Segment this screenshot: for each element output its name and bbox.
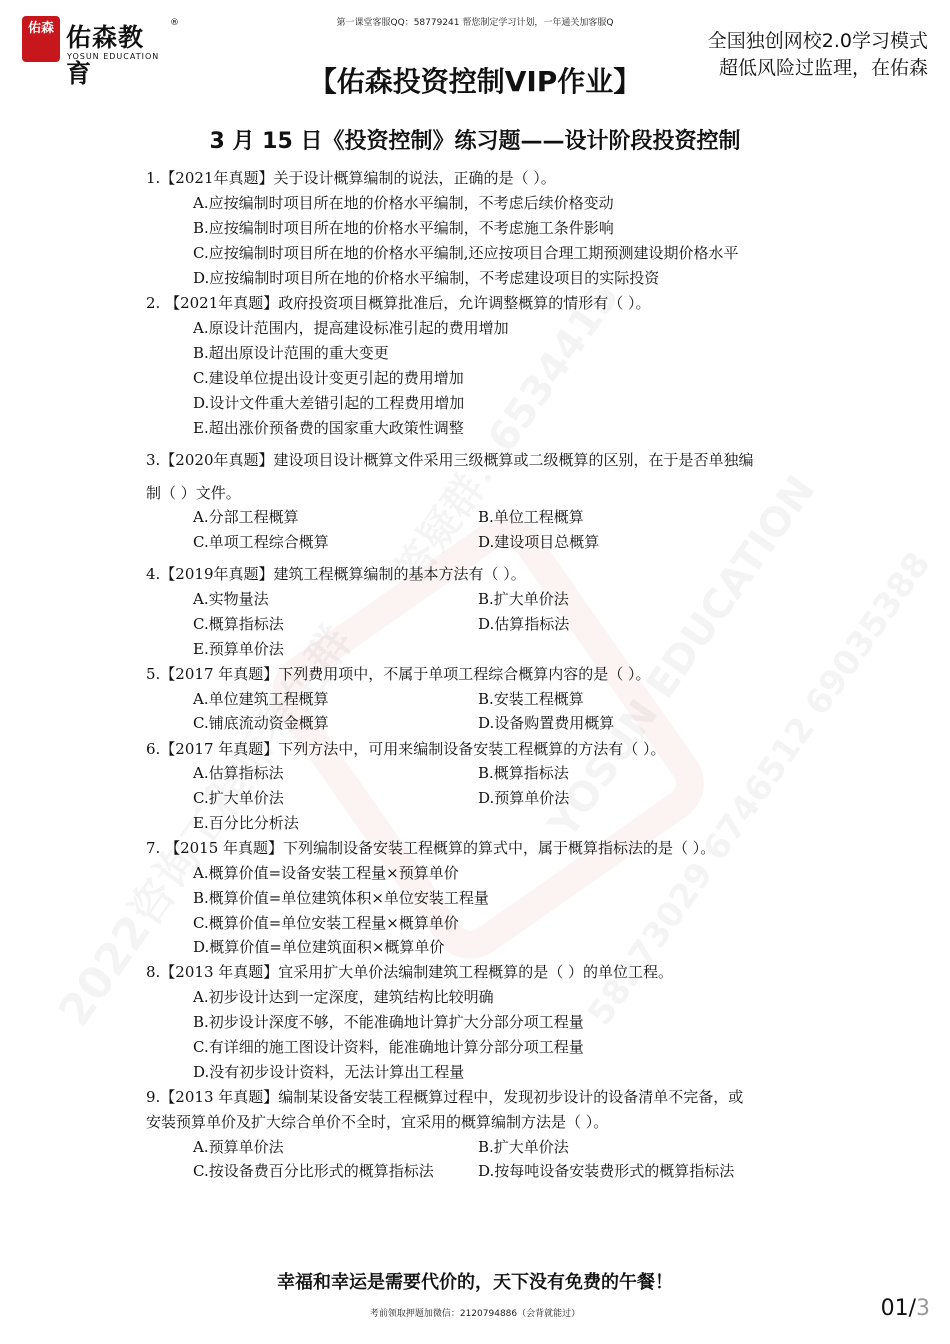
question-2-option-e: E.超出涨价预备费的国家重大政策性调整 bbox=[193, 419, 464, 437]
question-8-option-a: A.初步设计达到一定深度，建筑结构比较明确 bbox=[193, 988, 494, 1006]
question-5-option-a: A.单位建筑工程概算 bbox=[193, 690, 329, 708]
question-4-option-e: E.预算单价法 bbox=[193, 640, 284, 658]
question-4-stem: 4.【2019年真题】建筑工程概算编制的基本方法有（ ）。 bbox=[146, 565, 526, 583]
question-4-option-c: C.概算指标法 bbox=[193, 615, 284, 633]
question-5-option-c: C.铺底流动资金概算 bbox=[193, 714, 329, 732]
question-9-stem-line-2: 安装预算单价及扩大综合单价不全时，宜采用的概算编制方法是（ ）。 bbox=[146, 1113, 609, 1131]
question-9-option-c: C.按设备费百分比形式的概算指标法 bbox=[193, 1162, 434, 1180]
question-7-option-a: A.概算价值=设备安装工程量×预算单价 bbox=[193, 864, 459, 882]
question-3-option-b: B.单位工程概算 bbox=[478, 508, 584, 526]
question-8-option-d: D.没有初步设计资料，无法计算出工程量 bbox=[193, 1063, 465, 1081]
question-6-option-d: D.预算单价法 bbox=[478, 789, 570, 807]
footer-note: 考前领取押题加微信：2120794886（会背就能过） bbox=[369, 1309, 581, 1319]
question-3-option-d: D.建设项目总概算 bbox=[478, 533, 600, 551]
page-current: 01/ bbox=[880, 1296, 916, 1321]
question-2-option-c: C.建设单位提出设计变更引起的费用增加 bbox=[193, 369, 464, 387]
question-4-option-b: B.扩大单价法 bbox=[478, 590, 569, 608]
footer-motto: 幸福和幸运是需要代价的，天下没有免费的午餐！ bbox=[277, 1272, 673, 1293]
slogan-line-1: 全国独创网校2.0学习模式 bbox=[707, 30, 928, 52]
question-6-option-e: E.百分比分析法 bbox=[193, 814, 299, 832]
logo-seal: 佑森 bbox=[22, 16, 60, 62]
question-1-option-b: B.应按编制时项目所在地的价格水平编制，不考虑施工条件影响 bbox=[193, 219, 614, 237]
question-3-option-a: A.分部工程概算 bbox=[193, 508, 299, 526]
question-2-stem: 2. 【2021年真题】政府投资项目概算批准后，允许调整概算的情形有（ ）。 bbox=[146, 294, 651, 312]
question-8-stem: 8.【2013 年真题】宜采用扩大单价法编制建筑工程概算的是（ ）的单位工程。 bbox=[146, 963, 674, 981]
question-1-stem: 1.【2021年真题】关于设计概算编制的说法，正确的是（ ）。 bbox=[146, 169, 556, 187]
question-8-option-b: B.初步设计深度不够，不能准确地计算扩大分部分项工程量 bbox=[193, 1013, 584, 1031]
logo-name: 佑森教育 bbox=[66, 23, 145, 88]
question-9-stem-line-1: 9.【2013 年真题】编制某设备安装工程概算过程中，发现初步设计的设备清单不完备，或 bbox=[146, 1088, 744, 1106]
logo-english: YOSUN EDUCATION bbox=[67, 52, 160, 61]
question-2-option-d: D.设计文件重大差错引起的工程费用增加 bbox=[193, 394, 465, 412]
question-6-option-b: B.概算指标法 bbox=[478, 764, 569, 782]
question-5-option-b: B.安装工程概算 bbox=[478, 690, 584, 708]
slogan-line-2: 超低风险过监理，在佑森 bbox=[718, 57, 928, 79]
question-9-option-a: A.预算单价法 bbox=[193, 1138, 284, 1156]
question-4-option-d: D.估算指标法 bbox=[478, 615, 570, 633]
question-5-option-d: D.设备购置费用概算 bbox=[478, 714, 615, 732]
document-title: 【佑森投资控制VIP作业】 bbox=[308, 65, 642, 98]
question-6-option-c: C.扩大单价法 bbox=[193, 789, 284, 807]
page-total: 3 bbox=[916, 1296, 930, 1321]
question-5-stem: 5.【2017 年真题】下列费用项中，不属于单项工程综合概算内容的是（ ）。 bbox=[146, 665, 651, 683]
question-7-stem: 7. 【2015 年真题】下列编制设备安装工程概算的算式中，属于概算指标法的是（ ）。 bbox=[146, 839, 716, 857]
question-9-option-b: B.扩大单价法 bbox=[478, 1138, 569, 1156]
question-7-option-c: C.概算价值=单位安装工程量×概算单价 bbox=[193, 914, 459, 932]
question-6-option-a: A.估算指标法 bbox=[193, 764, 284, 782]
question-4-option-a: A.实物量法 bbox=[193, 590, 269, 608]
question-3-stem-line-2: 制（ ）文件。 bbox=[146, 484, 241, 502]
question-8-option-c: C.有详细的施工图设计资料，能准确地计算分部分项工程量 bbox=[193, 1038, 584, 1056]
header-note: 第一课堂客服QQ：58779241 帮您制定学习计划，一年通关加客服Q bbox=[336, 18, 614, 28]
registered-mark: ® bbox=[170, 18, 179, 28]
question-2-option-b: B.超出原设计范围的重大变更 bbox=[193, 344, 389, 362]
question-1-option-d: D.应按编制时项目所在地的价格水平编制，不考虑建设项目的实际投资 bbox=[193, 269, 660, 287]
page-number bbox=[881, 1296, 930, 1321]
question-6-stem: 6.【2017 年真题】下列方法中，可用来编制设备安装工程概算的方法有（ ）。 bbox=[146, 740, 666, 758]
question-1-option-c: C.应按编制时项目所在地的价格水平编制,还应按项目合理工期预测建设期价格水平 bbox=[193, 244, 739, 262]
question-7-option-d: D.概算价值=单位建筑面积×概算单价 bbox=[193, 938, 445, 956]
question-3-stem-line-1: 3.【2020年真题】建设项目设计概算文件采用三级概算或二级概算的区别，在于是否单独编 bbox=[146, 451, 754, 469]
document-subtitle: 3 月 15 日《投资控制》练习题——设计阶段投资控制 bbox=[209, 129, 741, 154]
question-7-option-b: B.概算价值=单位建筑体积×单位安装工程量 bbox=[193, 889, 489, 907]
question-1-option-a: A.应按编制时项目所在地的价格水平编制，不考虑后续价格变动 bbox=[193, 194, 614, 212]
question-3-option-c: C.单项工程综合概算 bbox=[193, 533, 329, 551]
question-9-option-d: D.按每吨设备安装费形式的概算指标法 bbox=[478, 1162, 735, 1180]
question-2-option-a: A.原设计范围内，提高建设标准引起的费用增加 bbox=[193, 319, 509, 337]
